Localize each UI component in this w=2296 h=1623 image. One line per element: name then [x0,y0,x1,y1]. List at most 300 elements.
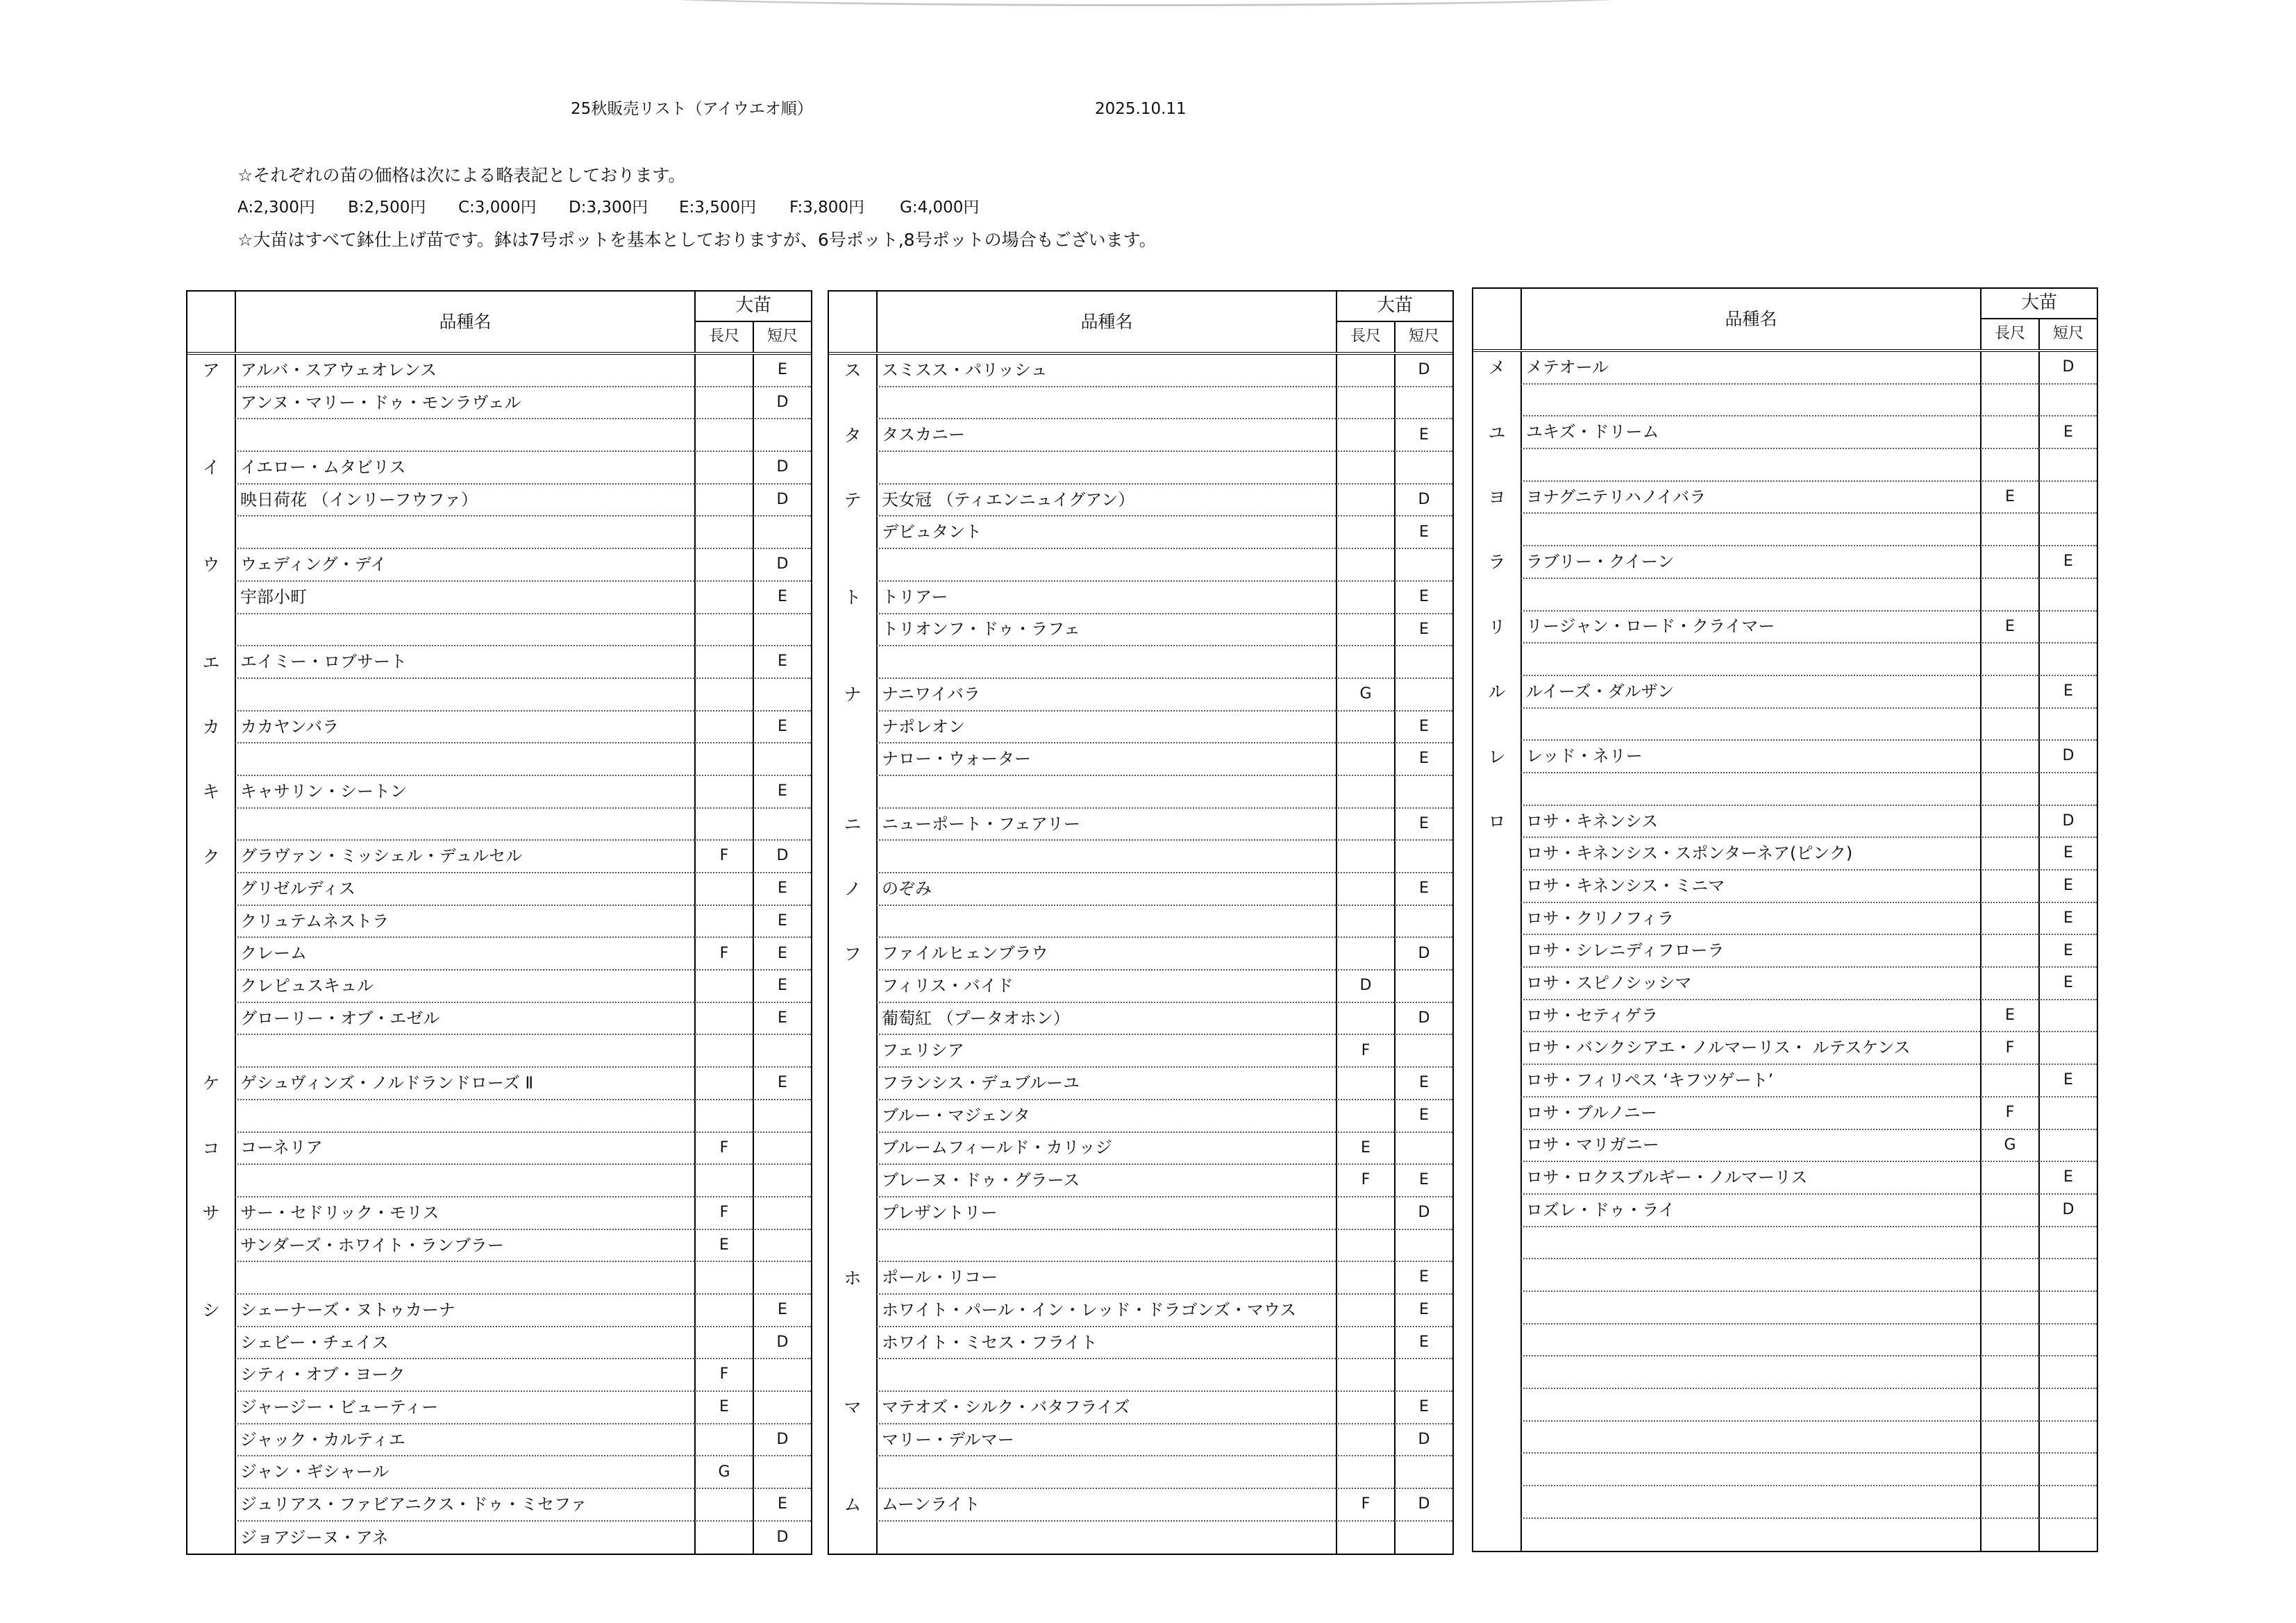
short-cane-grade-cell: E [2038,676,2097,709]
short-cane-grade-cell: D [1394,1489,1452,1522]
short-cane-grade-cell: D [2038,352,2097,385]
variety-name-cell [1520,514,1980,546]
variety-name-cell: ゲシュヴィンズ・ノルドランドローズ Ⅱ [235,1068,694,1100]
variety-name-cell: ジャン・ギシャール [235,1456,694,1489]
long-cane-grade-cell: F [1336,1035,1394,1068]
variety-name-cell: クレピュスキュル [235,970,694,1003]
table-row [187,582,811,614]
table-row [187,1489,811,1522]
long-cane-grade-cell [1336,906,1394,939]
long-cane-grade-cell [694,387,753,420]
short-cane-grade-cell [753,1197,811,1230]
short-cane-grade-cell: E [1394,1262,1452,1295]
long-cane-grade-cell [1980,1486,2038,1519]
table-row [829,516,1452,549]
kana-index-cell [187,582,235,614]
short-cane-grade-cell [753,679,811,712]
variety-table-2 [828,290,1454,1555]
kana-index-cell [829,1068,876,1100]
short-cane-header: 短尺 [753,322,811,352]
short-cane-grade-cell: D [753,485,811,517]
short-cane-grade-cell [753,1230,811,1263]
long-cane-grade-cell: G [1336,679,1394,712]
table-row [187,1035,811,1068]
variety-name-cell: デビュタント [876,516,1336,549]
short-cane-grade-cell [753,614,811,647]
long-cane-grade-cell [694,452,753,485]
long-cane-grade-cell: G [694,1456,753,1489]
table-row [187,1003,811,1036]
long-cane-grade-cell [1336,549,1394,582]
table-row [829,387,1452,420]
short-cane-grade-cell [2038,1032,2097,1065]
table-row [829,1230,1452,1263]
long-cane-grade-cell [1336,355,1394,387]
table-row [1473,1422,2097,1454]
variety-table-3 [1472,287,2098,1552]
long-cane-grade-cell [1980,806,2038,839]
table-row [1473,644,2097,676]
long-cane-grade-cell [694,549,753,582]
kana-index-cell [1473,1259,1520,1292]
kana-index-cell: カ [202,716,220,737]
long-cane-grade-cell [694,1262,753,1295]
kana-index-cell [1473,968,1520,1000]
variety-name-cell [876,906,1336,939]
variety-name-cell: ブルー・マジェンタ [876,1100,1336,1133]
short-cane-grade-cell: E [1394,743,1452,776]
table-row [1473,1065,2097,1098]
kana-index-cell [187,419,235,452]
variety-name-cell [876,1359,1336,1392]
short-cane-grade-cell [2038,1486,2097,1519]
kana-index-cell [1473,903,1520,936]
variety-name-cell [876,387,1336,420]
short-cane-grade-cell: D [753,387,811,420]
table-row [187,1197,811,1230]
short-cane-grade-cell [2038,1130,2097,1163]
table-row [187,646,811,679]
variety-header: 品種名 [876,292,1336,352]
kana-index-cell [1473,579,1520,612]
table-row [1473,1032,2097,1065]
long-cane-grade-cell [694,1295,753,1327]
table-row [1473,676,2097,709]
variety-name-cell: ロサ・バンクシアエ・ノルマーリス・ ルテスケンス [1520,1032,1980,1065]
table-row [187,1068,811,1100]
short-cane-grade-cell [1394,1456,1452,1489]
short-cane-grade-cell [753,516,811,549]
table-row [1473,903,2097,936]
long-cane-grade-cell [1336,614,1394,647]
long-cane-grade-cell [694,1035,753,1068]
table-row [187,679,811,712]
short-cane-grade-cell: E [2038,1162,2097,1195]
long-cane-grade-cell [1336,516,1394,549]
kana-index-cell [1473,1065,1520,1098]
variety-name-cell: 天女冠 （ティエンニュイグアン） [876,485,1336,517]
short-cane-grade-cell [1394,1359,1452,1392]
variety-name-cell: フェリシア [876,1035,1336,1068]
short-cane-grade-cell [753,419,811,452]
long-cane-grade-cell [1336,776,1394,809]
kana-index-cell: コ [202,1138,220,1159]
kana-index-cell: イ [202,457,220,478]
long-cane-grade-cell [694,809,753,841]
short-cane-grade-cell: D [2038,1195,2097,1227]
short-cane-grade-cell [753,1359,811,1392]
kana-index-cell [187,873,235,906]
short-cane-grade-cell [1394,679,1452,712]
long-cane-grade-cell [694,1100,753,1133]
variety-name-cell [235,1100,694,1133]
variety-name-cell: エイミー・ロブサート [235,646,694,679]
table-row [187,776,811,809]
kana-index-cell [1473,514,1520,546]
short-cane-grade-cell [1394,841,1452,873]
long-cane-grade-cell [1980,1519,2038,1551]
table-row [829,1489,1452,1522]
short-cane-grade-cell: D [753,452,811,485]
variety-name-cell [235,743,694,776]
variety-name-cell [876,549,1336,582]
long-cane-grade-cell [1336,485,1394,517]
long-cane-grade-cell [694,582,753,614]
long-cane-grade-cell [1980,1227,2038,1260]
table-row [829,1165,1452,1197]
long-cane-grade-cell [1336,387,1394,420]
table-row [829,1392,1452,1424]
table-row [187,549,811,582]
kana-index-cell: ロ [1488,811,1506,832]
long-cane-grade-cell [1336,419,1394,452]
kana-index-cell: ム [844,1495,862,1515]
table-header [829,292,1452,355]
short-cane-header: 短尺 [1394,322,1452,352]
variety-name-cell: ロサ・ロクスブルギー・ノルマーリス [1520,1162,1980,1195]
table-row [187,743,811,776]
table-row [1473,482,2097,514]
variety-name-cell [235,679,694,712]
table-row [187,1359,811,1392]
long-cane-grade-cell [1336,1230,1394,1263]
short-cane-grade-cell: E [1394,809,1452,841]
kana-index-cell: リ [1488,616,1506,637]
kana-index-cell: ニ [844,814,862,834]
kana-index-cell [1473,449,1520,482]
short-cane-grade-cell: E [753,646,811,679]
short-cane-grade-cell: E [1394,1392,1452,1424]
kana-index-cell [829,712,876,744]
short-cane-grade-cell [753,1165,811,1197]
long-cane-grade-cell [1336,646,1394,679]
kana-index-cell: ラ [1488,552,1506,573]
variety-name-cell: ヨナグニテリハノイバラ [1520,482,1980,514]
variety-name-cell [1520,1389,1980,1422]
variety-name-cell: アンヌ・マリー・ドゥ・モンラヴェル [235,387,694,420]
short-cane-grade-cell [1394,1133,1452,1166]
table-row [1473,1389,2097,1422]
variety-name-cell: スミスス・パリッシュ [876,355,1336,387]
table-row [1473,838,2097,871]
kana-index-cell [1473,1486,1520,1519]
kana-index-cell: テ [844,490,862,511]
table-row [829,679,1452,712]
short-cane-grade-cell: D [1394,1197,1452,1230]
kana-index-cell [1473,1422,1520,1454]
kana-index-cell [829,452,876,485]
table-row [1473,1519,2097,1551]
short-cane-grade-cell: D [1394,355,1452,387]
document-title: 25秋販売リスト（アイウエオ順） [571,100,813,118]
table-row [187,873,811,906]
variety-name-cell: グリゼルディス [235,873,694,906]
short-cane-grade-cell [2038,1356,2097,1389]
table-row [187,387,811,420]
variety-name-cell: シェビー・チェイス [235,1327,694,1360]
variety-name-cell: 宇部小町 [235,582,694,614]
kana-index-cell [829,1100,876,1133]
kana-index-cell [829,1035,876,1068]
kana-index-cell: マ [844,1397,862,1418]
table-row [1473,1195,2097,1227]
table-row [829,1327,1452,1360]
kana-index-cell [829,1359,876,1392]
kana-index-cell [1473,1325,1520,1357]
kana-index-cell [829,1522,876,1554]
table-row [829,1003,1452,1036]
short-cane-grade-cell: D [753,1522,811,1554]
kana-index-cell: シ [202,1300,220,1321]
variety-name-cell: ナニワイバラ [876,679,1336,712]
variety-name-cell [876,1230,1336,1263]
long-cane-grade-cell: F [694,1359,753,1392]
long-cane-grade-cell [1980,417,2038,449]
kana-index-cell: ト [844,587,862,608]
table-row [1473,1292,2097,1325]
short-cane-grade-cell [753,1035,811,1068]
table-row [829,873,1452,906]
table-row [187,1133,811,1166]
short-cane-grade-cell: E [753,1068,811,1100]
variety-table-1 [186,290,812,1555]
kana-index-cell [829,1295,876,1327]
kana-index-cell [187,809,235,841]
table-row [1473,1098,2097,1130]
short-cane-grade-cell: E [1394,419,1452,452]
long-cane-grade-cell: E [1980,482,2038,514]
variety-name-cell: グローリー・オブ・エゼル [235,1003,694,1036]
table-row [829,1359,1452,1392]
long-cane-grade-cell [1980,385,2038,417]
long-cane-grade-cell: F [694,938,753,970]
kana-index-cell [187,516,235,549]
table-row [1473,1356,2097,1389]
kana-index-cell: ユ [1488,422,1506,443]
table-row [187,1522,811,1554]
table-row [1473,352,2097,385]
table-row [829,841,1452,873]
variety-name-cell: ロサ・キネンシス・ミニマ [1520,871,1980,903]
kana-index-cell [187,387,235,420]
long-cane-grade-cell [694,873,753,906]
large-seedling-header: 大苗 [1980,289,2097,319]
table-row [187,1295,811,1327]
short-cane-grade-cell [2038,1227,2097,1260]
kana-index-cell [187,1424,235,1457]
variety-name-cell: クリュテムネストラ [235,906,694,939]
variety-name-cell: ロサ・セティゲラ [1520,1000,1980,1033]
long-cane-grade-cell [1336,841,1394,873]
long-cane-grade-cell [694,1489,753,1522]
long-cane-grade-cell [1336,1262,1394,1295]
variety-name-cell: ブレーヌ・ドゥ・グラース [876,1165,1336,1197]
kana-index-cell [187,1489,235,1522]
kana-index-cell: サ [202,1203,220,1224]
table-row [187,1424,811,1457]
kana-index-cell [829,1133,876,1166]
table-row [187,906,811,939]
kana-index-cell [187,1359,235,1392]
short-cane-grade-cell [2038,1519,2097,1551]
table-row [829,938,1452,970]
variety-name-cell: ホワイト・ミセス・フライト [876,1327,1336,1360]
short-cane-grade-cell [2038,1389,2097,1422]
kana-index-cell [1473,1162,1520,1195]
long-cane-grade-cell [1336,1327,1394,1360]
kana-index-cell [829,841,876,873]
table-row [1473,871,2097,903]
table-row [187,1230,811,1263]
short-cane-grade-cell: E [753,355,811,387]
table-row [829,1100,1452,1133]
short-cane-grade-cell: E [1394,516,1452,549]
short-cane-grade-cell [2038,482,2097,514]
short-cane-grade-cell: E [753,906,811,939]
kana-index-cell [1473,1389,1520,1422]
short-cane-grade-cell [2038,612,2097,644]
variety-name-cell: ニューポート・フェアリー [876,809,1336,841]
table-row [187,1327,811,1360]
kana-index-cell [1473,1032,1520,1065]
variety-name-cell [1520,1486,1980,1519]
long-cane-grade-cell: E [694,1392,753,1424]
variety-name-cell [1520,449,1980,482]
short-cane-grade-cell [1394,1230,1452,1263]
kana-index-cell [829,1327,876,1360]
short-cane-grade-cell [1394,1035,1452,1068]
variety-name-cell: ユキズ・ドリーム [1520,417,1980,449]
short-cane-grade-cell: E [1394,1068,1452,1100]
long-cane-grade-cell [1980,1065,2038,1098]
kana-index-cell [829,614,876,647]
long-cane-grade-cell: F [694,1197,753,1230]
short-cane-grade-cell: D [1394,485,1452,517]
long-cane-grade-cell [694,1522,753,1554]
short-cane-grade-cell [2038,1098,2097,1130]
table-row [829,646,1452,679]
variety-name-cell [1520,1292,1980,1325]
kana-index-cell: ホ [844,1268,862,1288]
table-body [829,355,1452,1554]
price-code-b: B:2,500円 [348,199,426,217]
table-row [829,355,1452,387]
short-cane-grade-cell: E [753,1295,811,1327]
table-row [1473,1325,2097,1357]
table-row [829,1424,1452,1457]
document-date: 2025.10.11 [1095,100,1187,118]
table-row [829,419,1452,452]
variety-name-cell: ロサ・クリノフィラ [1520,903,1980,936]
kana-index-cell [1473,935,1520,968]
variety-name-cell: ブルームフィールド・カリッジ [876,1133,1336,1166]
short-cane-grade-cell: E [2038,546,2097,579]
long-cane-grade-cell [694,485,753,517]
short-cane-grade-cell: E [2038,903,2097,936]
table-row [829,582,1452,614]
short-cane-grade-cell: E [753,582,811,614]
kana-index-cell [829,743,876,776]
long-cane-grade-cell [1980,1454,2038,1486]
long-cane-grade-cell [694,516,753,549]
short-cane-grade-cell [2038,1259,2097,1292]
variety-name-cell: プレザントリー [876,1197,1336,1230]
table-row [829,1456,1452,1489]
table-row [1473,935,2097,968]
table-row [1473,1130,2097,1163]
kana-index-cell: ス [844,360,862,381]
pot-note: ☆大苗はすべて鉢仕上げ苗です。鉢は7号ポットを基本としておりますが、6号ポット,8号ポットの場合もございます。 [237,230,1157,250]
long-cane-grade-cell [694,419,753,452]
table-row [829,614,1452,647]
table-row [187,355,811,387]
kana-index-cell [1473,1130,1520,1163]
table-row [1473,546,2097,579]
long-cane-grade-cell [694,1003,753,1036]
variety-name-cell: イエロー・ムタビリス [235,452,694,485]
kana-index-cell [829,516,876,549]
short-cane-grade-cell [2038,1325,2097,1357]
long-cane-grade-cell [694,646,753,679]
long-cane-grade-cell [694,743,753,776]
price-code-e: E:3,500円 [679,199,757,217]
table-row [187,485,811,517]
long-cane-header: 長尺 [694,322,753,352]
long-cane-grade-cell [1336,712,1394,744]
large-seedling-header: 大苗 [694,292,811,322]
variety-name-cell: ロサ・キネンシス・スポンターネア(ピンク) [1520,838,1980,871]
short-cane-grade-cell: D [753,841,811,873]
short-cane-grade-cell [753,743,811,776]
long-cane-grade-cell [1980,579,2038,612]
kana-index-cell: ヨ [1488,487,1506,508]
kana-index-cell: ア [202,360,220,381]
long-cane-grade-cell [1980,644,2038,676]
long-cane-grade-cell: G [1980,1130,2038,1163]
kana-index-cell: ク [202,846,220,867]
variety-name-cell: メテオール [1520,352,1980,385]
table-row [187,841,811,873]
long-cane-grade-cell: D [1336,970,1394,1003]
variety-name-cell [235,419,694,452]
kana-index-cell [829,1456,876,1489]
short-cane-grade-cell: D [1394,938,1452,970]
kana-index-cell [1473,1356,1520,1389]
table-row [187,452,811,485]
long-cane-grade-cell [1980,1325,2038,1357]
price-legend [237,199,1010,218]
table-row [1473,1227,2097,1260]
